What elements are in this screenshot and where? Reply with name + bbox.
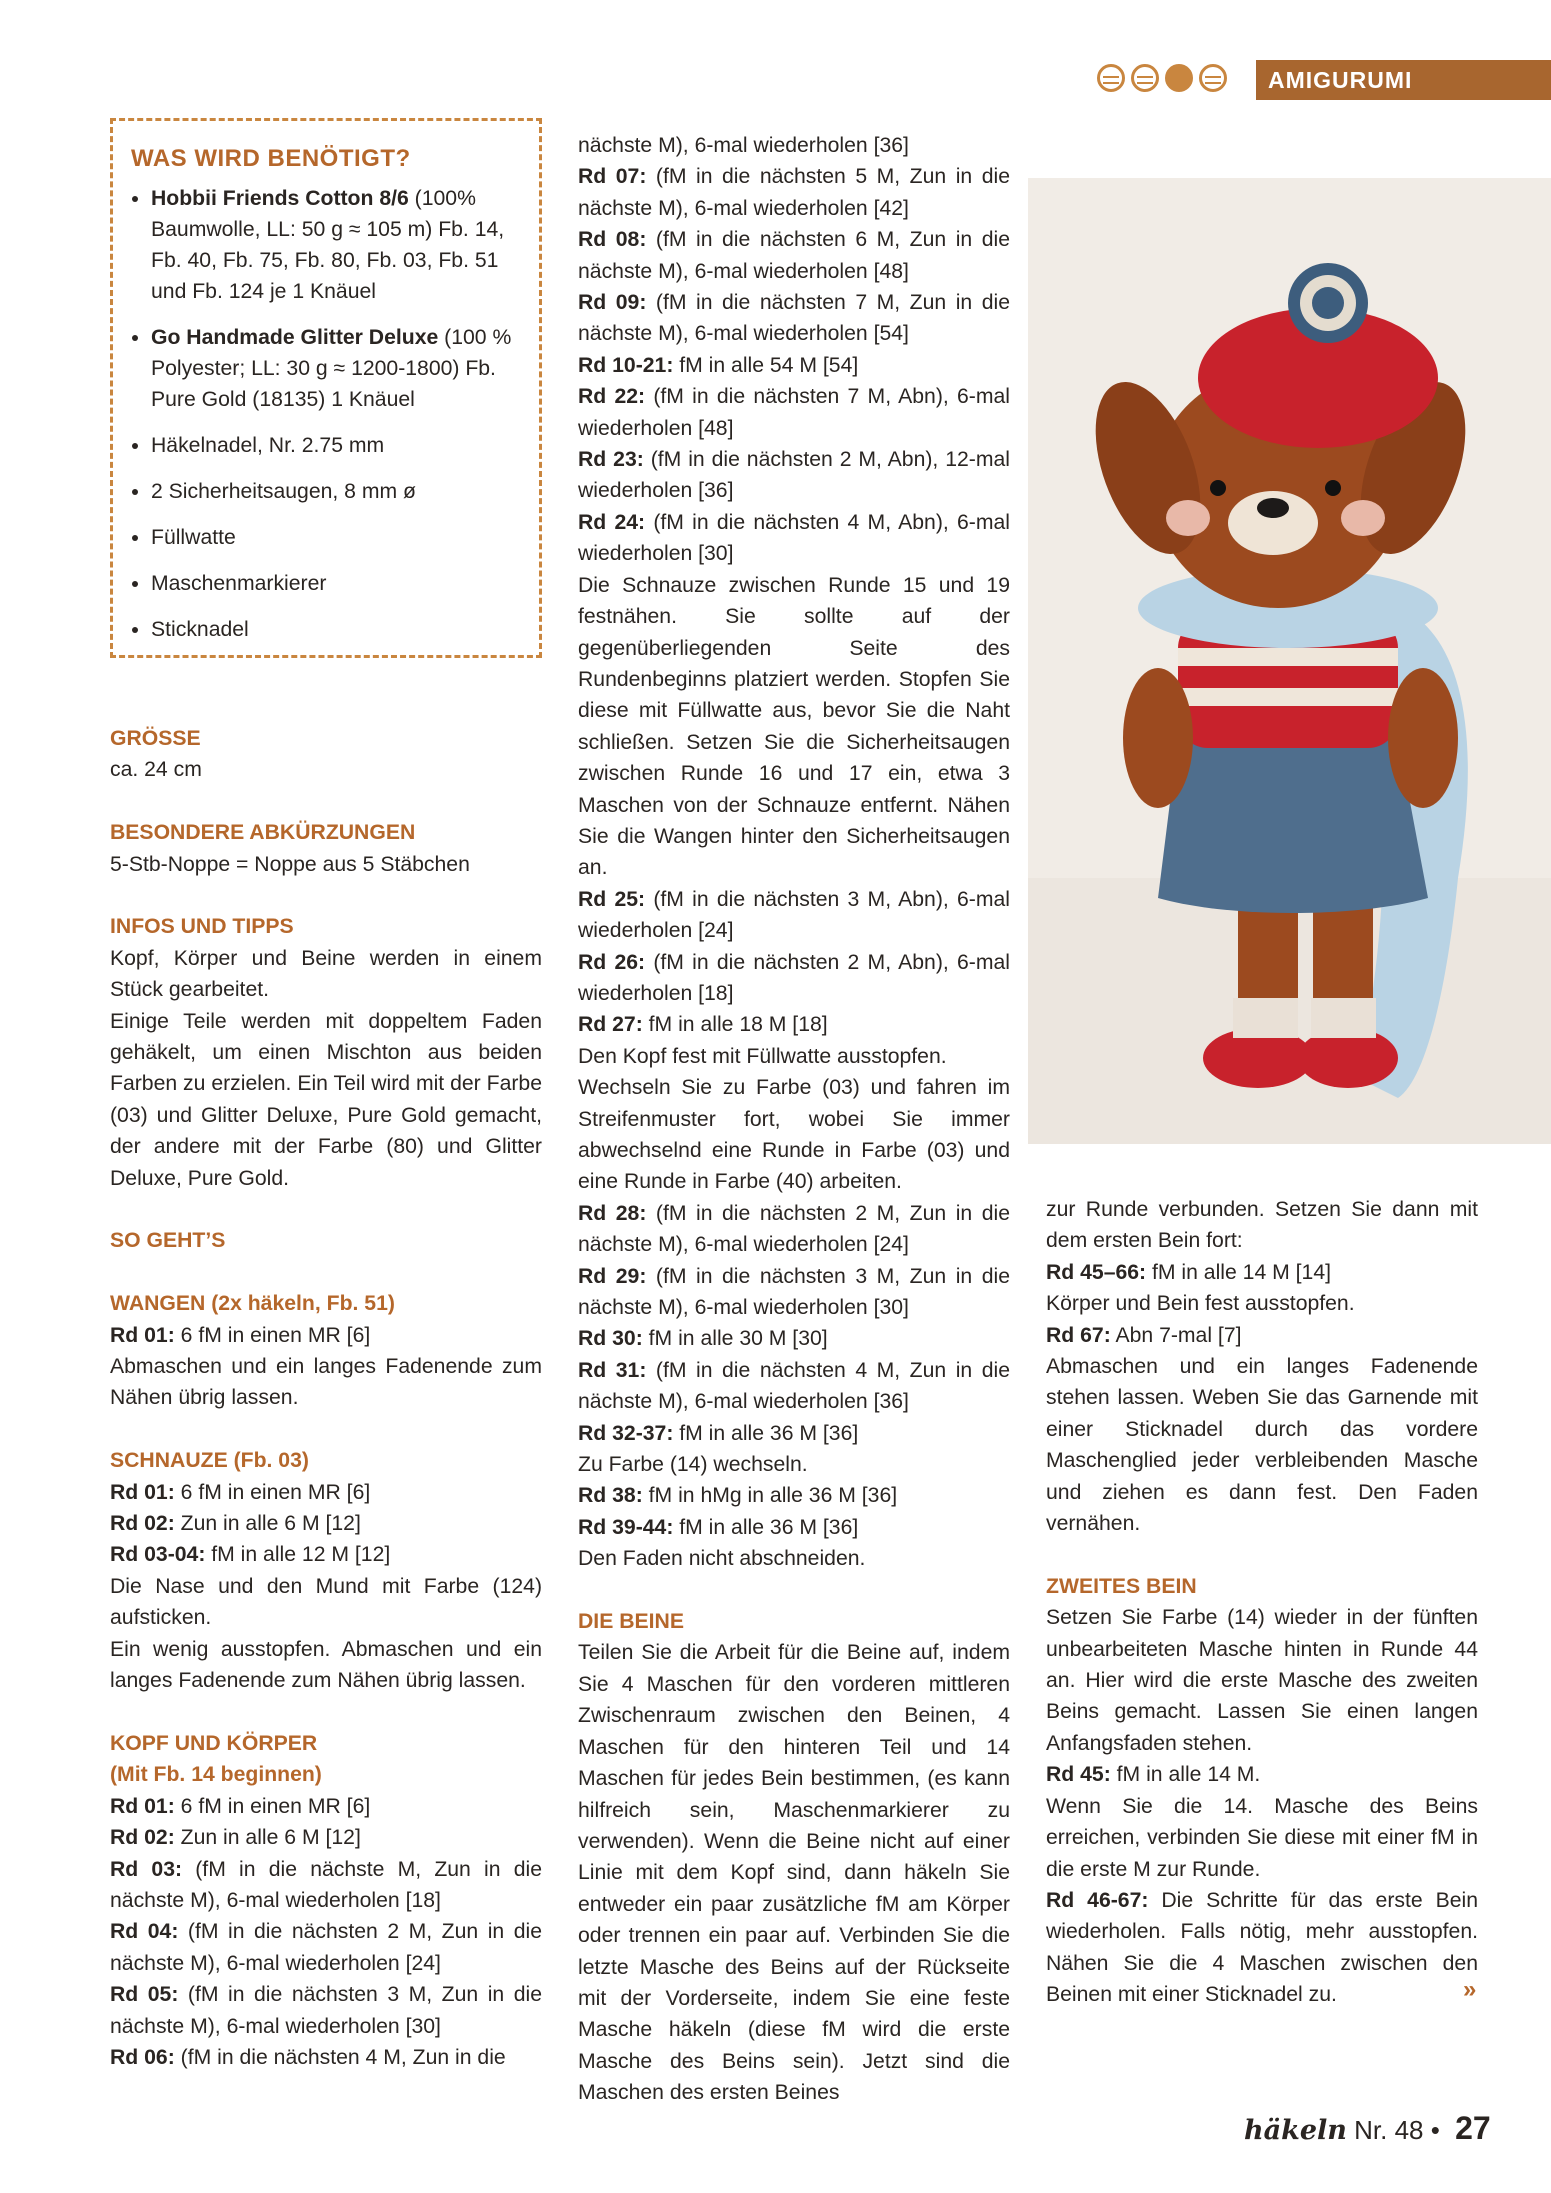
- paragraph: nächste M), 6-mal wiederholen [36]: [578, 134, 909, 157]
- round-instruction: [110, 1508, 542, 1539]
- section-heading: GRÖSSE: [110, 727, 201, 750]
- round-instruction: [578, 947, 1010, 1010]
- paragraph: ca. 24 cm: [110, 758, 202, 782]
- round-label: Rd 25:: [578, 887, 646, 911]
- round-label: Rd 02:: [110, 1512, 175, 1536]
- materials-item-name: Go Handmade Glitter Deluxe: [151, 326, 439, 349]
- round-text: fM in alle 14 M [14]: [1146, 1260, 1331, 1284]
- spacer: [110, 786, 542, 817]
- round-label: Rd 09:: [578, 291, 647, 315]
- page-footer: [1244, 2110, 1491, 2147]
- materials-title: WAS WIRD BENÖTIGT?: [131, 145, 411, 172]
- materials-item-text: (100 % Polyester; LL: 30 g ≈ 1200-1800) Fb. Pure Gold (18135) 1 Knäuel: [151, 326, 512, 411]
- yarn-ball-icon: [1097, 64, 1125, 92]
- round-text: (fM in die nächsten 3 M, Abn), 6-mal wiederholen [24]: [578, 887, 1010, 943]
- materials-item: [151, 322, 521, 415]
- paragraph: Den Faden nicht abschneiden.: [578, 1547, 866, 1571]
- round-text: (fM in die nächsten 3 M, Zun in die nächste M), 6-mal wiederholen [30]: [578, 1264, 1010, 1320]
- paragraph: Die Schnauze zwischen Runde 15 und 19 festnähen. Sie sollte auf der gegenüberliegenden Seite des Rundenbeginns platziert werden. Stopfen Sie diese mit Füllwatte aus, bevor Sie die Naht schließen. Setzen Sie die Sicherheitsaugen zwischen Runde 16 und 17 ein, etwa 3 Maschen von der Schnauze entfernt. Nähen Sie die Wangen hinter den Sicherheitsaugen an.: [578, 573, 1010, 880]
- materials-item-text: Maschenmarkierer: [151, 572, 327, 595]
- paragraph: Ein wenig ausstopfen. Abmaschen und ein langes Fadenende zum Nähen übrig lassen.: [110, 1637, 542, 1693]
- round-text: (fM in die nächsten 5 M, Zun in die nächste M), 6-mal wiederholen [42]: [578, 165, 1010, 220]
- round-text: fM in alle 12 M [12]: [205, 1543, 391, 1567]
- round-instruction: [110, 1320, 542, 1351]
- materials-item: [151, 614, 521, 645]
- issue-number: Nr. 48: [1354, 2115, 1424, 2145]
- round-text: fM in alle 14 M.: [1110, 1763, 1261, 1787]
- materials-item: [151, 183, 521, 307]
- round-instruction: [578, 1198, 1010, 1261]
- paragraph: Wenn Sie die 14. Masche des Beins erreichen, verbinden Sie diese mit einer fM in die erste M zur Runde.: [1046, 1794, 1478, 1881]
- paragraph: Die Nase und den Mund mit Farbe (124) aufsticken.: [110, 1574, 542, 1630]
- yarn-ball-icons: [1097, 64, 1227, 92]
- materials-box: [110, 118, 542, 658]
- footer-bullet: •: [1430, 2115, 1440, 2145]
- round-text: (fM in die nächsten 2 M, Abn), 12-mal wiederholen [36]: [578, 448, 1010, 503]
- magazine-name: häkeln: [1244, 2115, 1347, 2146]
- materials-item-text: Häkelnadel, Nr. 2.75 mm: [151, 434, 385, 457]
- round-instruction: [578, 1355, 1010, 1418]
- round-label: Rd 22:: [578, 385, 646, 409]
- round-label: Rd 32-37:: [578, 1421, 674, 1445]
- round-label: Rd 26:: [578, 950, 646, 974]
- section-heading: SCHNAUZE (Fb. 03): [110, 1449, 309, 1473]
- round-instruction: [1046, 1885, 1478, 2011]
- spacer: [578, 1575, 1010, 1606]
- paragraph: Den Kopf fest mit Füllwatte ausstopfen.: [578, 1044, 947, 1068]
- section-heading: ZWEITES BEIN: [1046, 1574, 1197, 1598]
- round-text: (fM in die nächsten 4 M, Zun in die: [174, 2045, 506, 2069]
- round-text: fM in alle 18 M [18]: [642, 1013, 828, 1037]
- round-instruction: [578, 287, 1010, 350]
- paragraph: Körper und Bein fest ausstopfen.: [1046, 1292, 1355, 1316]
- round-instruction: [578, 1480, 1010, 1511]
- round-label: Rd 31:: [578, 1358, 647, 1382]
- round-instruction: [110, 1916, 542, 1979]
- section-heading: DIE BEINE: [578, 1610, 684, 1634]
- round-text: 6 fM in einen MR [6]: [174, 1794, 371, 1818]
- round-text: (fM in die nächsten 2 M, Abn), 6-mal wiederholen [18]: [578, 950, 1010, 1005]
- materials-item-text: (100% Baumwolle, LL: 50 g ≈ 105 m) Fb. 14, Fb. 40, Fb. 75, Fb. 80, Fb. 03, Fb. 51 und Fb. 124 je 1 Knäuel: [151, 187, 505, 303]
- materials-list: [131, 183, 521, 645]
- page-number: 27: [1455, 2110, 1491, 2146]
- amigurumi-photo: [1028, 178, 1551, 1144]
- round-instruction: [1046, 1759, 1478, 1790]
- round-instruction: [1046, 1320, 1478, 1351]
- round-label: Rd 08:: [578, 228, 647, 252]
- round-label: Rd 30:: [578, 1327, 643, 1351]
- round-label: Rd 05:: [110, 1983, 179, 2007]
- round-instruction: [578, 1512, 1010, 1543]
- column-middle: [578, 130, 1010, 2109]
- round-instruction: [110, 1854, 542, 1917]
- yarn-ball-icon: [1165, 64, 1193, 92]
- materials-item-text: Sticknadel: [151, 618, 249, 641]
- materials-item: [151, 568, 521, 599]
- section-heading: KOPF UND KÖRPER: [110, 1731, 318, 1755]
- continue-arrow: »: [1463, 1976, 1477, 2003]
- paragraph: Teilen Sie die Arbeit für die Beine auf, indem Sie 4 Maschen für den vorderen mittleren Zwischenraum zwischen den Beinen, 4 Maschen für den hinteren Teil und 14 Maschen für jedes Bein bestimmen, (es kann hilfreich sein, Maschenmarkierer zu verwenden). Wenn die Beine nicht auf einer Linie mit dem Kopf sind, dann häkeln Sie entweder ein paar zusätzliche fM am Körper oder trennen ein paar auf. Verbinden Sie die letzte Masche des Beins auf der Rückseite mit der Vorderseite, indem Sie eine feste Masche häkeln (diese fM wird die erste Masche des Beins sein). Jetzt sind die Maschen des ersten Beines: [578, 1641, 1010, 2105]
- round-label: Rd 27:: [578, 1013, 643, 1037]
- section-heading: WANGEN (2x häkeln, Fb. 51): [110, 1292, 395, 1316]
- round-text: 6 fM in einen MR [6]: [174, 1323, 371, 1347]
- round-text: 6 fM in einen MR [6]: [174, 1480, 371, 1504]
- round-label: Rd 01:: [110, 1480, 175, 1504]
- round-instruction: [578, 444, 1010, 507]
- round-label: Rd 04:: [110, 1920, 179, 1944]
- round-text: fM in alle 36 M [36]: [673, 1515, 859, 1539]
- round-instruction: [110, 1979, 542, 2042]
- round-label: Rd 39-44:: [578, 1515, 674, 1539]
- round-instruction: [578, 1261, 1010, 1324]
- round-label: Rd 07:: [578, 165, 647, 189]
- spacer: [110, 880, 542, 911]
- materials-item-name: Hobbii Friends Cotton 8/6: [151, 187, 409, 210]
- paragraph: Kopf, Körper und Beine werden in einem Stück gearbeitet.: [110, 946, 542, 1002]
- round-text: fM in alle 54 M [54]: [673, 353, 859, 377]
- round-text: (fM in die nächsten 7 M, Zun in die nächste M), 6-mal wiederholen [54]: [578, 291, 1010, 346]
- paragraph: 5-Stb-Noppe = Noppe aus 5 Stäbchen: [110, 852, 470, 876]
- round-label: Rd 06:: [110, 2045, 175, 2069]
- round-text: (fM in die nächsten 2 M, Zun in die nächste M), 6-mal wiederholen [24]: [578, 1201, 1010, 1257]
- round-label: Rd 29:: [578, 1264, 647, 1288]
- round-label: Rd 38:: [578, 1484, 643, 1508]
- section-heading: (Mit Fb. 14 beginnen): [110, 1763, 322, 1787]
- materials-item-text: 2 Sicherheitsaugen, 8 mm ø: [151, 480, 416, 503]
- round-text: (fM in die nächsten 3 M, Zun in die nächste M), 6-mal wiederholen [30]: [110, 1983, 542, 2038]
- materials-item-text: Füllwatte: [151, 526, 236, 549]
- materials-item: [151, 522, 521, 553]
- round-label: Rd 03:: [110, 1857, 183, 1881]
- round-instruction: [578, 1418, 1010, 1449]
- spacer: [1046, 1539, 1478, 1570]
- paragraph: Einige Teile werden mit doppeltem Faden gehäkelt, um einen Mischton aus beiden Farben zu erzielen. Ein Teil wird mit der Farbe (03) und Glitter Deluxe, Pure Gold gemacht, der andere mit der Farbe (80) und Glitter Deluxe, Pure Gold.: [110, 1009, 542, 1190]
- round-instruction: [578, 884, 1010, 947]
- doll-illustration: [1028, 178, 1551, 1144]
- round-text: (fM in die nächste M, Zun in die nächste M), 6-mal wiederholen [18]: [110, 1857, 542, 1912]
- round-label: Rd 23:: [578, 448, 644, 472]
- round-text: Die Schritte für das erste Bein wiederholen. Falls nötig, mehr ausstopfen. Nähen Sie die 4 Maschen zwischen den Beinen mit einer Sticknadel zu.: [1046, 1888, 1478, 2007]
- round-label: Rd 10-21:: [578, 353, 674, 377]
- round-text: (fM in die nächsten 7 M, Abn), 6-mal wiederholen [48]: [578, 385, 1010, 440]
- round-text: Abn 7-mal [7]: [1110, 1323, 1242, 1347]
- round-text: fM in hMg in alle 36 M [36]: [642, 1484, 898, 1508]
- materials-item: [151, 430, 521, 461]
- round-instruction: [578, 161, 1010, 224]
- paragraph: Abmaschen und ein langes Fadenende zum Nähen übrig lassen.: [110, 1355, 542, 1410]
- spacer: [110, 1257, 542, 1288]
- round-instruction: [110, 2042, 542, 2073]
- column-left: [110, 723, 542, 2073]
- round-label: Rd 28:: [578, 1201, 647, 1225]
- round-label: Rd 03-04:: [110, 1543, 206, 1567]
- paragraph: zur Runde verbunden. Setzen Sie dann mit dem ersten Bein fort:: [1046, 1198, 1478, 1253]
- section-heading: SO GEHT’S: [110, 1229, 226, 1253]
- round-instruction: [1046, 1257, 1478, 1288]
- materials-item: [151, 476, 521, 507]
- yarn-ball-icon: [1131, 64, 1159, 92]
- section-tag: AMIGURUMI: [1256, 60, 1551, 100]
- paragraph: Zu Farbe (14) wechseln.: [578, 1453, 808, 1477]
- round-instruction: [110, 1822, 542, 1853]
- paragraph: Abmaschen und ein langes Fadenende stehen lassen. Weben Sie das Garnende mit einer Sticknadel durch das vordere Maschenglied jeder verbleibenden Masche und ziehen es dann fest. Den Faden vernähen.: [1046, 1355, 1478, 1536]
- round-label: Rd 45–66:: [1046, 1260, 1147, 1284]
- round-label: Rd 02:: [110, 1826, 175, 1850]
- round-instruction: [578, 1009, 1010, 1040]
- round-label: Rd 01:: [110, 1323, 175, 1347]
- spacer: [110, 1194, 542, 1225]
- round-instruction: [110, 1791, 542, 1822]
- round-instruction: [578, 381, 1010, 444]
- paragraph: Setzen Sie Farbe (14) wieder in der fünften unbearbeiteten Masche hinten in Runde 44 an. Hier wird die erste Masche des zweiten Beins gemacht. Lassen Sie einen langen Anfangsfaden stehen.: [1046, 1606, 1478, 1755]
- round-text: fM in alle 30 M [30]: [642, 1327, 828, 1351]
- round-text: (fM in die nächsten 4 M, Zun in die nächste M), 6-mal wiederholen [36]: [578, 1358, 1010, 1414]
- section-heading: INFOS UND TIPPS: [110, 915, 294, 939]
- round-text: fM in alle 36 M [36]: [673, 1421, 859, 1445]
- round-instruction: [578, 1323, 1010, 1354]
- round-label: Rd 46-67:: [1046, 1888, 1149, 1912]
- paragraph: Wechseln Sie zu Farbe (03) und fahren im Streifenmuster fort, wobei Sie immer abwechselnd eine Runde in Farbe (03) und eine Runde in Farbe (40) arbeiten.: [578, 1076, 1010, 1194]
- spacer: [110, 1697, 542, 1728]
- round-label: Rd 24:: [578, 510, 646, 534]
- round-text: (fM in die nächsten 2 M, Zun in die nächste M), 6-mal wiederholen [24]: [110, 1920, 542, 1975]
- round-instruction: [110, 1477, 542, 1508]
- column-right: [1046, 1194, 1478, 2011]
- yarn-ball-icon: [1199, 64, 1227, 92]
- round-text: (fM in die nächsten 4 M, Abn), 6-mal wiederholen [30]: [578, 510, 1010, 566]
- round-label: Rd 01:: [110, 1794, 175, 1818]
- round-text: Zun in alle 6 M [12]: [174, 1512, 361, 1536]
- round-text: (fM in die nächsten 6 M, Zun in die nächste M), 6-mal wiederholen [48]: [578, 228, 1010, 283]
- round-label: Rd 67:: [1046, 1323, 1111, 1347]
- round-text: Zun in alle 6 M [12]: [174, 1826, 361, 1850]
- spacer: [110, 1414, 542, 1445]
- round-instruction: [578, 507, 1010, 570]
- round-instruction: [578, 224, 1010, 287]
- round-instruction: [110, 1539, 542, 1570]
- section-heading: BESONDERE ABKÜRZUNGEN: [110, 821, 416, 845]
- round-label: Rd 45:: [1046, 1763, 1111, 1787]
- round-instruction: [578, 350, 1010, 381]
